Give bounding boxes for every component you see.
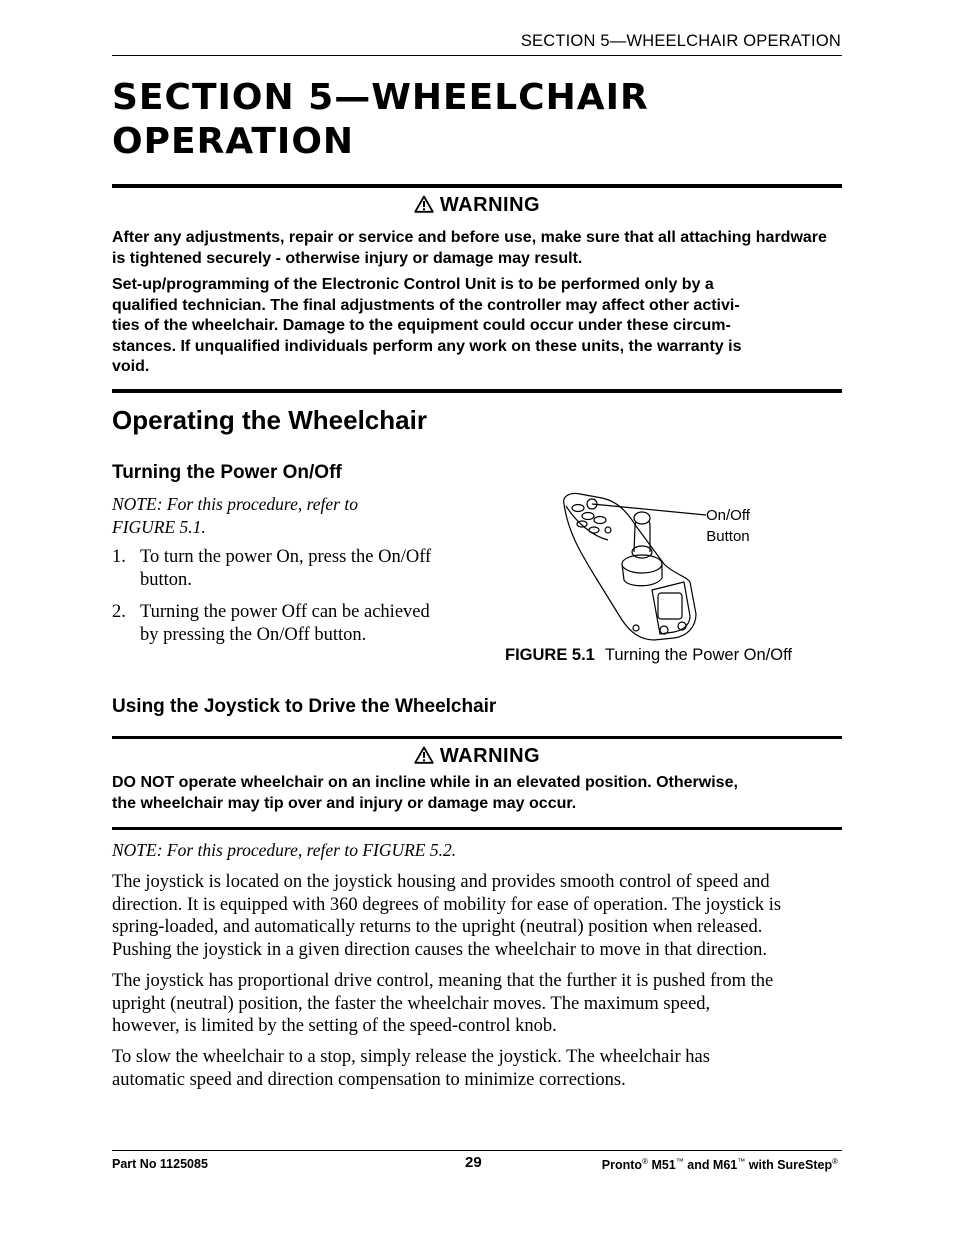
warning2-bottom-rule (112, 827, 842, 830)
list-item: 1. To turn the power On, press the On/Off button. (112, 547, 432, 590)
section-title (112, 76, 842, 164)
paragraph-joystick-location: The joystick is located on the joystick housing and provides smooth control of speed and direction. It is equipped with 360 degrees of mobility for ease of operation. The joystick is spring-loaded, and automatically returns to the upright (neutral) position when released. Pushing the joystick in a given direction causes the wheelchair to move in that direction. (112, 872, 782, 960)
warning2-heading: WARNING (112, 745, 842, 768)
warning-triangle-icon (414, 195, 434, 213)
footer-page-number: 29 (465, 1154, 482, 1171)
header-rule (112, 55, 842, 56)
figure-5-1-caption: FIGURE 5.1 Turning the Power On/Off (505, 646, 792, 664)
list-item: 2. Turning the power Off can be achieved by pressing the On/Off button. (112, 602, 430, 645)
section-title-line2: OPERATION (112, 121, 355, 162)
power-steps-list (112, 546, 472, 656)
warning-triangle-icon (414, 746, 434, 764)
heading-operating-wheelchair: Operating the Wheelchair (112, 405, 427, 435)
running-header: SECTION 5—WHEELCHAIR OPERATION (520, 32, 841, 50)
warning2-text-incline: DO NOT operate wheelchair on an incline while in an elevated position. Otherwise, the wheelchair may tip over and injury or damage may occur. (112, 774, 738, 812)
paragraph-stopping: To slow the wheelchair to a stop, simply release the joystick. The wheelchair has automatic speed and direction compensation to minimize corrections. (112, 1047, 710, 1090)
note-figure-5-2: NOTE: For this procedure, refer to FIGURE 5.2. (112, 840, 457, 860)
footer-rule (112, 1150, 842, 1151)
warning-text-programming: Set-up/programming of the Electronic Control Unit is to be performed only by a qualified technician. The final adjustments of the controller may affect other activi- ties of the wheelchair. Damage to the equipment could occur under these circum- stances. If unqualified individuals perform any work on these units, the warranty is void. (112, 276, 742, 375)
note-figure-5-1: NOTE: For this procedure, refer to FIGURE 5.1. (112, 494, 358, 537)
section-title-line1: SECTION 5—WHEELCHAIR (112, 77, 649, 118)
paragraph-proportional-drive: The joystick has proportional drive control, meaning that the further it is pushed from the upright (neutral) position, the faster the wheelchair moves. The maximum speed, however, is limited by the setting of the speed-control knob. (112, 971, 774, 1036)
warning-top-rule (112, 184, 842, 188)
heading-using-joystick: Using the Joystick to Drive the Wheelchair (112, 696, 497, 717)
warning-text-adjustments: After any adjustments, repair or service and before use, make sure that all attaching hardware is tightened securely - otherwise injury or damage may result. (112, 229, 827, 267)
warning2-top-rule (112, 736, 842, 739)
heading-power-on-off: Turning the Power On/Off (112, 462, 342, 483)
footer-part-number: Part No 1125085 (112, 1157, 208, 1171)
callout-on-off-button: On/Off Button (706, 507, 750, 545)
footer-product-name: Pronto® M51™ and M61™ with SureStep® (601, 1157, 838, 1173)
warning-bottom-rule (112, 389, 842, 393)
warning-heading: WARNING (112, 194, 842, 217)
